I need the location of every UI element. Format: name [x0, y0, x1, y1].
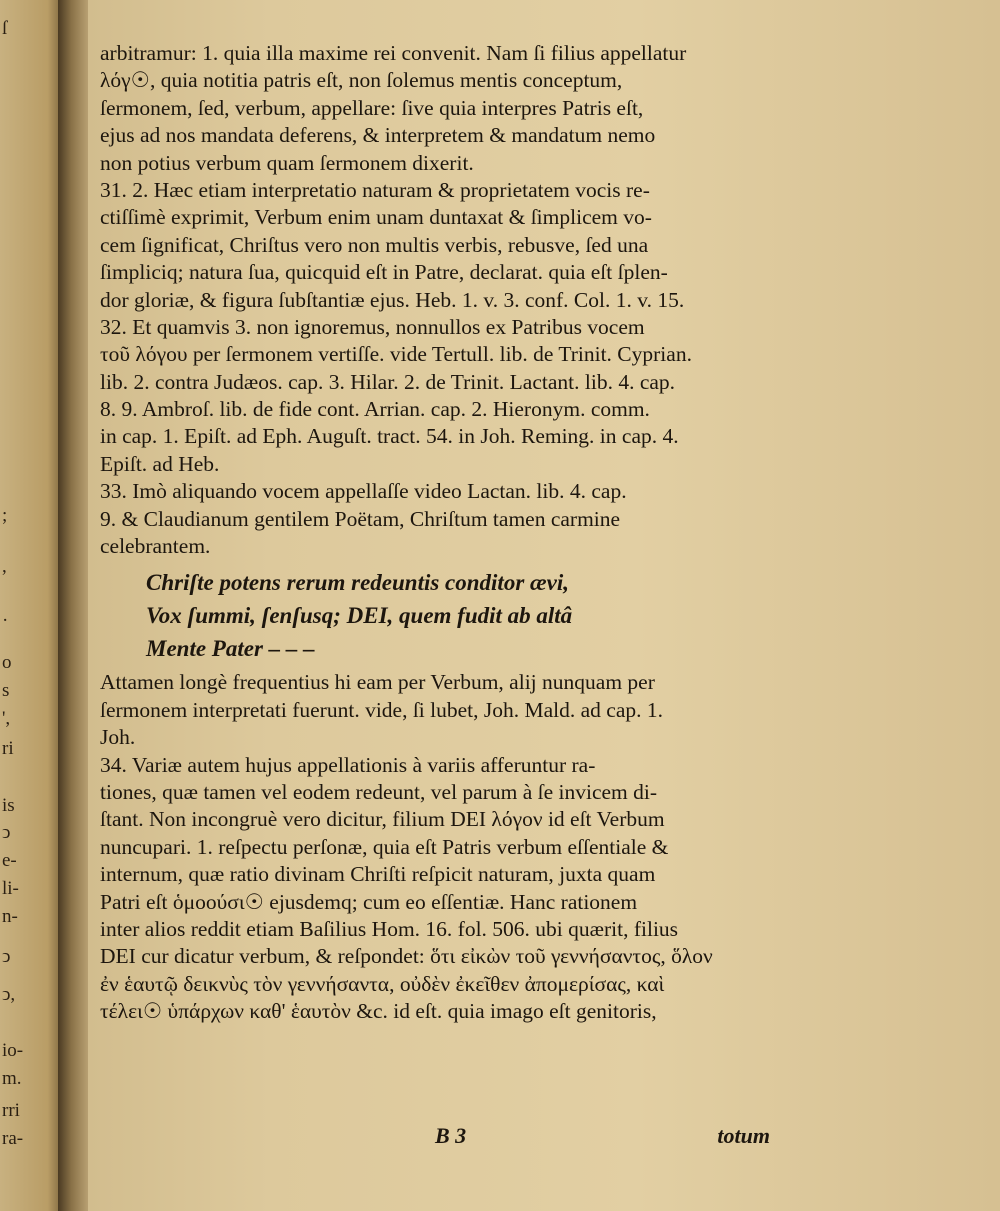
margin-fragment: ', [2, 708, 11, 729]
text-line: celebrantem. [100, 534, 211, 559]
text-line: 33. Imò aliquando vocem appellaſſe video Lactan. lib. 4. cap. [100, 479, 627, 504]
verse-line: Vox ſummi, ſenſusq; DEI, quem fudit ab altâ [146, 603, 573, 629]
text-line: 9. & Claudianum gentilem Poëtam, Chriſtum tamen carmine [100, 506, 621, 531]
margin-fragment: ↄ, [2, 984, 16, 1005]
margin-fragment: ↄ [2, 822, 11, 843]
text-line: in cap. 1. Epiſt. ad Eph. Auguſt. tract. 54. in Joh. Reming. in cap. 4. [100, 424, 679, 449]
text-line: cem ſignificat, Chriſtus vero non multis verbis, rebusve, ſed una [100, 232, 649, 257]
text-line: dor gloriæ, & figura ſubſtantiæ ejus. Heb. 1. v. 3. conf. Col. 1. v. 15. [100, 287, 685, 312]
text-line: inter alios reddit etiam Baſilius Hom. 16. fol. 506. ubi quærit, filius [100, 916, 679, 941]
margin-fragment: rri [2, 1100, 20, 1121]
text-line: ſermonem, ſed, verbum, appellare: ſive quia interpres Patris eſt, [100, 95, 644, 120]
text-line: internum, quæ ratio divinam Chriſti reſpicit naturam, juxta quam [100, 862, 656, 887]
text-line: 8. 9. Ambroſ. lib. de fide cont. Arrian. cap. 2. Hieronym. comm. [100, 397, 650, 422]
margin-fragment: li- [2, 878, 19, 899]
text-line: tiones, quæ tamen vel eodem redeunt, vel parum à ſe invicem di- [100, 779, 658, 804]
margin-fragment: ri [2, 738, 14, 759]
margin-fragment: , [2, 556, 7, 577]
text-line: ἐν ἑαυτῷ δεικνὺς τὸν γεννήσαντα, οὐδὲν ἐκεῖθεν ἀπομερίσας, καὶ [100, 971, 665, 996]
text-line: τοῦ λόγου per ſermonem vertiſſe. vide Tertull. lib. de Trinit. Cyprian. [100, 342, 692, 367]
text-line: nuncupari. 1. reſpectu perſonæ, quia eſt Patris verbum eſſentiale & [100, 834, 669, 859]
text-line: Patri eſt ὁμοούσι☉ ejusdemq; cum eo eſſentiæ. Hanc rationem [100, 889, 638, 914]
text-line: 32. Et quamvis 3. non ignoremus, nonnullos ex Patribus vocem [100, 314, 645, 339]
text-line: Joh. [100, 725, 136, 750]
text-line: DEI cur dicatur verbum, & reſpondet: ὅτι εἰκὼν τοῦ γεννήσαντος, ὅλον [100, 944, 713, 969]
text-line: non potius verbum quam ſermonem dixerit. [100, 150, 474, 175]
margin-fragment: ; [2, 505, 8, 526]
text-line: 31. 2. Hæc etiam interpretatio naturam & proprietatem vocis re- [100, 177, 650, 202]
margin-fragment: · [2, 610, 9, 631]
verse-line: Chriſte potens rerum redeuntis conditor ævi, [146, 570, 569, 596]
margin-fragment: n- [2, 906, 18, 927]
margin-fragment: ↄ [2, 946, 11, 967]
margin-fragment: io- [2, 1040, 24, 1061]
margin-fragment: o [2, 652, 12, 673]
text-line: Attamen longè frequentius hi eam per Verbum, alij nunquam per [100, 670, 655, 695]
text-line: ſermonem interpretati fuerunt. vide, ſi lubet, Joh. Mald. ad cap. 1. [100, 697, 664, 722]
text-line: ſtant. Non incongruè vero dicitur, filium DEI λόγον id eſt Verbum [100, 807, 665, 832]
text-line: ſimpliciq; natura ſua, quicquid eſt in Patre, declarat. quia eſt ſplen- [100, 260, 668, 285]
margin-fragment: e- [2, 850, 17, 871]
book-gutter [58, 0, 92, 1211]
text-line: Epiſt. ad Heb. [100, 451, 220, 476]
text-line: λόγ☉, quia notitia patris eſt, non ſolemus mentis conceptum, [100, 68, 623, 93]
text-line: τέλει☉ ὑπάρχων καθ' ἑαυτὸν &c. id eſt. quia imago eſt genitoris, [100, 999, 657, 1024]
text-line: ejus ad nos mandata deferens, & interpretem & mandatum nemo [100, 123, 656, 148]
margin-fragment: ra- [2, 1128, 24, 1149]
catchword: totum [717, 1123, 770, 1148]
page-footer [100, 1122, 770, 1152]
margin-fragment: ſ [2, 18, 8, 39]
text-line: 34. Variæ autem hujus appellationis à variis afferuntur ra- [100, 752, 596, 777]
right-page [88, 0, 1000, 1211]
text-line: ctiſſimè exprimit, Verbum enim unam duntaxat & ſimplicem vo- [100, 205, 652, 230]
margin-fragment: is [2, 795, 15, 816]
margin-fragment: m. [2, 1068, 22, 1089]
margin-fragment: s [2, 680, 10, 701]
text-line: lib. 2. contra Judæos. cap. 3. Hilar. 2. de Trinit. Lactant. lib. 4. cap. [100, 369, 676, 394]
page-body-text [100, 40, 780, 1148]
text-line: arbitramur: 1. quia illa maxime rei convenit. Nam ſi filius appellatur [100, 41, 687, 65]
signature-mark: B 3 [435, 1123, 467, 1148]
verse-line: Mente Pater – – – [146, 636, 315, 662]
